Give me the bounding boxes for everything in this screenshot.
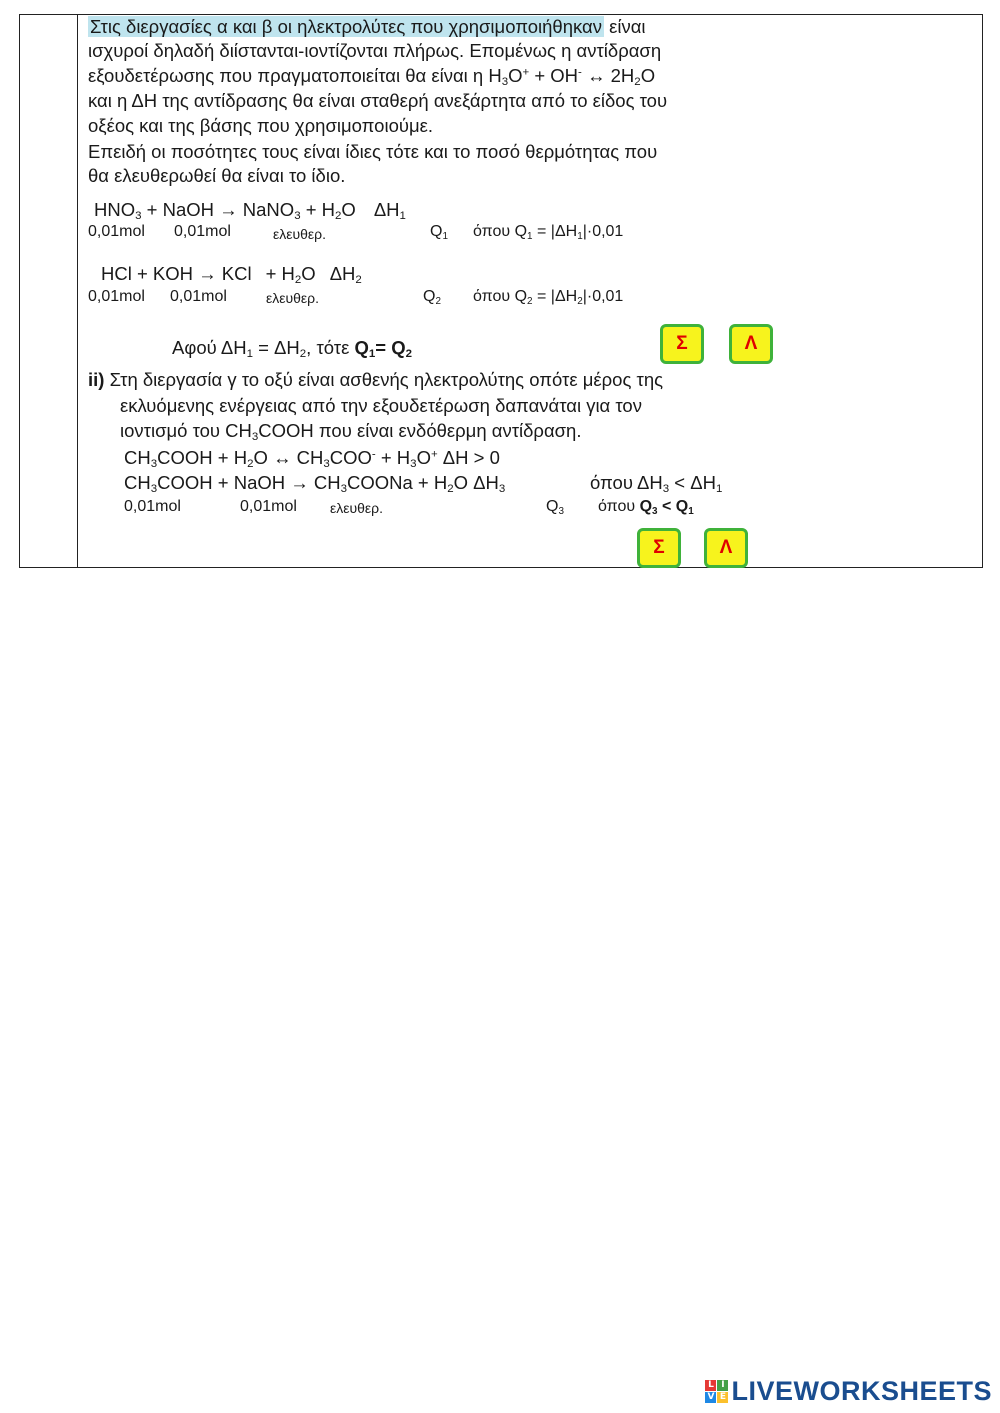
q3-relation: όπου $Q_3 < Q_1$ xyxy=(598,498,694,517)
equation-4: $CH_3COOH$ + NaOH → $CH_3COONa + H_2O$ $\Delta H_3$ xyxy=(124,472,506,496)
equation-2: HCl + KOH → KCl + $H_2O$ $\Delta H_2$ xyxy=(101,263,362,287)
conclusion: Αφού $\Delta H_1 = \Delta H_2$, τότε $Q_1= Q_2$ xyxy=(172,337,412,361)
heat-q1: $Q_1$ xyxy=(430,223,448,242)
q2-formula: όπου $Q_2 = |\Delta H_2|\cdot 0,01$ xyxy=(473,288,624,307)
text-line: εκλυόμενης ενέργειας από την εξουδετέρωση δαπανάται για τον xyxy=(120,395,642,416)
mol-amount: 0,01mol xyxy=(88,223,145,240)
false-button[interactable]: Λ xyxy=(704,528,748,568)
worksheet-table xyxy=(19,14,983,568)
column-divider xyxy=(77,15,78,567)
logo-mark-icon: L I V E xyxy=(705,1380,728,1403)
released-label: ελευθερ. xyxy=(330,500,384,516)
released-label: ελευθερ. xyxy=(273,226,327,242)
heat-q2: $Q_2$ xyxy=(423,288,441,307)
mol-amount: 0,01mol xyxy=(240,498,297,515)
text-line: Επειδή οι ποσότητες τους είναι ίδιες τότε και το ποσό θερμότητας που xyxy=(88,141,658,162)
released-label: ελευθερ. xyxy=(266,290,320,306)
equation-3: $CH_3COOH + H_2O$ ↔ $CH_3COO^- + H_3O^+$ ΔH > 0 xyxy=(124,447,500,471)
mol-amount: 0,01mol xyxy=(124,498,181,515)
text-line: ιοντισμό του $CH_3COOH$ που είναι ενδόθερμη αντίδραση. xyxy=(120,420,582,444)
false-button[interactable]: Λ xyxy=(729,324,773,364)
text-line: ισχυροί δηλαδή διίστανται-ιοντίζονται πλήρως. Επομένως η αντίδραση xyxy=(88,40,662,61)
equation-1: $HNO_3$ + NaOH → NaNO$_3$ + $H_2O$ $\Delta H_1$ xyxy=(94,199,406,223)
text-line: ii) Στη διεργασία γ το οξύ είναι ασθενής ηλεκτρολύτης οπότε μέρος της xyxy=(88,369,664,390)
text-line: Στις διεργασίες α και β οι ηλεκτρολύτες που χρησιμοποιήθηκαν είναι xyxy=(90,16,646,37)
mol-amount: 0,01mol xyxy=(174,223,231,240)
liveworksheets-logo xyxy=(705,1376,992,1407)
text-line: εξουδετέρωσης που πραγματοποιείται θα είναι η $H_3O^+ + OH^-$ ↔ $2H_2O$ xyxy=(88,65,656,89)
part-ii-label: ii) xyxy=(88,369,105,390)
mol-amount: 0,01mol xyxy=(170,288,227,305)
text-line: και η ΔΗ της αντίδρασης θα είναι σταθερή ανεξάρτητα από το είδος του xyxy=(88,90,668,111)
highlighted-text: Στις διεργασίες α και β οι ηλεκτρολύτες που χρησιμοποιήθηκαν xyxy=(90,16,602,37)
mol-amount: 0,01mol xyxy=(88,288,145,305)
heat-q3: $Q_3$ xyxy=(546,498,564,517)
text-line: οξέος και της βάσης που χρησιμοποιούμε. xyxy=(88,115,434,136)
dh3-relation: όπου $\Delta H_3 < \Delta H_1$ xyxy=(590,472,723,496)
text-line: θα ελευθερωθεί θα είναι το ίδιο. xyxy=(88,165,346,186)
true-button[interactable]: Σ xyxy=(637,528,681,568)
logo-text: LIVEWORKSHEETS xyxy=(731,1376,992,1406)
q1-formula: όπου $Q_1 = |\Delta H_1|\cdot 0,01$ xyxy=(473,223,624,242)
true-button[interactable]: Σ xyxy=(660,324,704,364)
